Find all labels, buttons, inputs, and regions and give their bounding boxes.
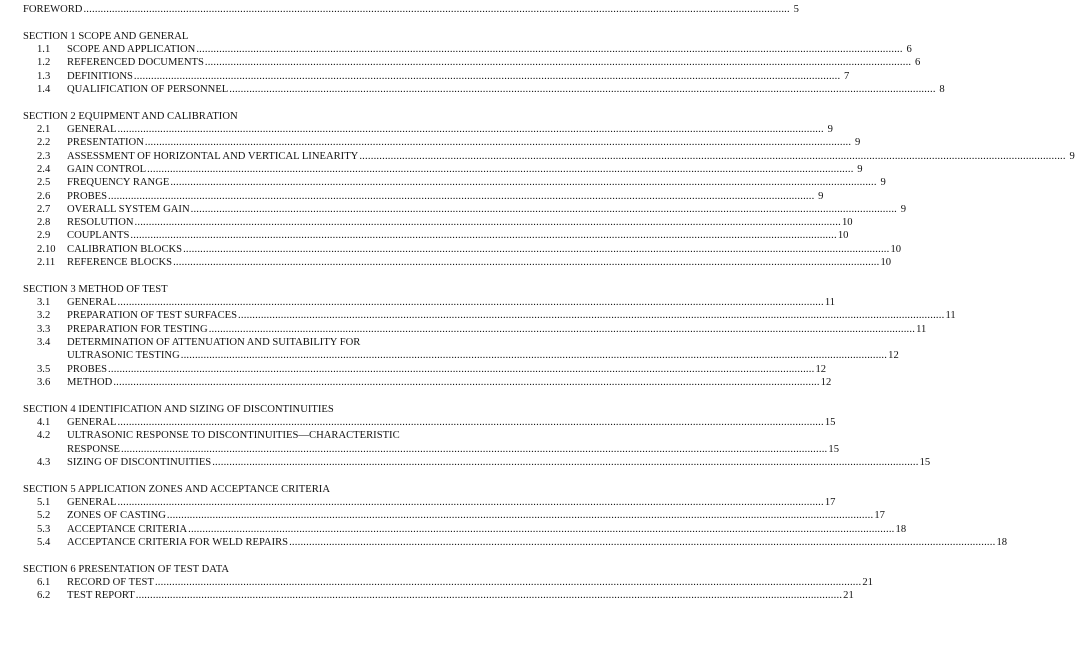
toc-entry[interactable]: [23, 150, 1075, 163]
section-heading[interactable]: SECTION 4 IDENTIFICATION AND SIZING OF DISCONTINUITIES: [23, 403, 334, 415]
entry-number: 2.4: [37, 163, 51, 175]
toc-entry[interactable]: [23, 336, 485, 349]
dot-leader: [113, 376, 819, 389]
entry-page: 6: [914, 57, 921, 69]
dot-leader: [130, 229, 836, 242]
entry-page: 9: [827, 124, 833, 136]
entry-number: 2.6: [37, 190, 51, 202]
entry-title: ASSESSMENT OF HORIZONTAL AND VERTICAL LINEARITY: [67, 150, 359, 162]
entry-title: DEFINITIONS: [67, 70, 133, 82]
dot-leader: [181, 349, 887, 362]
entry-title: METHOD: [67, 376, 113, 388]
dot-leader: [191, 203, 897, 216]
dot-leader: [170, 176, 876, 189]
toc-entry[interactable]: [23, 163, 863, 176]
entry-page: 15: [828, 443, 839, 455]
section-heading[interactable]: SECTION 5 APPLICATION ZONES AND ACCEPTANCE CRITERIA: [23, 483, 330, 495]
entry-title: PRESENTATION: [67, 137, 144, 149]
entry-page: 10: [890, 243, 902, 255]
entry-number: 2.3: [37, 150, 51, 162]
entry-title-continuation: ULTRASONIC TESTING: [67, 350, 180, 362]
entry-page: 11: [824, 297, 836, 309]
entry-title: ACCEPTANCE CRITERIA FOR WELD REPAIRS: [67, 536, 289, 548]
toc-entry[interactable]: [23, 216, 853, 229]
table-of-contents: [23, 3, 1075, 603]
entry-number: 2.7: [37, 203, 51, 215]
entry-number: 2.2: [37, 137, 51, 149]
entry-title: GENERAL: [67, 417, 117, 429]
dot-leader: [205, 56, 911, 69]
toc-entry[interactable]: [23, 83, 945, 96]
toc-entry[interactable]: [23, 70, 850, 83]
dot-leader: [108, 363, 814, 376]
section-heading[interactable]: SECTION 1 SCOPE AND GENERAL: [23, 30, 189, 42]
toc-entry[interactable]: [23, 523, 907, 536]
toc-entry[interactable]: [23, 190, 824, 203]
entry-title: COUPLANTS: [67, 230, 130, 242]
entry-title: GENERAL: [67, 124, 117, 136]
entry-title: PROBES: [67, 190, 108, 202]
dot-leader: [359, 150, 1065, 163]
entry-number: 4.2: [37, 430, 51, 442]
dot-leader: [117, 123, 823, 136]
dot-leader: [117, 416, 823, 429]
dot-leader: [229, 83, 935, 96]
dot-leader: [167, 509, 873, 522]
toc-entry[interactable]: [23, 123, 833, 136]
entry-title: REFERENCE BLOCKS: [67, 257, 173, 269]
entry-page: 6: [906, 44, 912, 56]
toc-entry[interactable]: [23, 56, 921, 69]
dot-leader: [117, 496, 823, 509]
entry-number: 3.2: [37, 310, 51, 322]
entry-number: 5.3: [37, 523, 51, 535]
dot-leader: [135, 216, 841, 229]
entry-number: 4.3: [37, 456, 51, 468]
entry-page: 11: [916, 323, 927, 335]
entry-title: RESOLUTION: [67, 217, 134, 229]
section-heading[interactable]: SECTION 2 EQUIPMENT AND CALIBRATION: [23, 110, 238, 122]
entry-title: TEST REPORT: [67, 590, 135, 602]
entry-title: GENERAL: [67, 497, 117, 508]
foreword-entry[interactable]: [23, 3, 799, 16]
entry-title: DETERMINATION OF ATTENUATION AND SUITABILITY FOR: [67, 337, 361, 349]
entry-page: 21: [862, 576, 873, 588]
entry-number: 5.1: [37, 497, 51, 508]
toc-entry[interactable]: [23, 456, 931, 469]
entry-page: 17: [874, 510, 885, 522]
dot-leader: [145, 136, 851, 149]
toc-entry[interactable]: [23, 323, 927, 336]
toc-entry[interactable]: [23, 203, 907, 216]
entry-number: 3.1: [37, 297, 51, 309]
entry-number: 2.9: [37, 230, 51, 242]
dot-leader: [108, 190, 814, 203]
toc-entry[interactable]: [23, 296, 836, 309]
entry-title: PROBES: [67, 363, 108, 375]
toc-entry[interactable]: [23, 496, 836, 509]
toc-entry-continuation[interactable]: [23, 349, 899, 362]
entry-page: 10: [837, 230, 849, 242]
dot-leader: [183, 243, 889, 256]
entry-title: QUALIFICATION OF PERSONNEL: [67, 83, 229, 95]
entry-page: 18: [996, 536, 1008, 548]
entry-title: PREPARATION OF TEST SURFACES: [67, 310, 238, 322]
entry-page: 9: [880, 177, 886, 189]
dot-leader: [155, 576, 861, 589]
toc-entry[interactable]: [23, 43, 912, 56]
toc-entry[interactable]: [23, 589, 854, 602]
entry-number: 1.2: [37, 57, 51, 69]
section-heading[interactable]: SECTION 6 PRESENTATION OF TEST DATA: [23, 563, 229, 575]
dot-leader: [121, 443, 827, 456]
entry-number: 3.4: [37, 337, 51, 349]
entry-title: GAIN CONTROL: [67, 163, 147, 175]
entry-page: 12: [888, 350, 899, 362]
entry-title: ACCEPTANCE CRITERIA: [67, 523, 188, 535]
entry-page: 10: [880, 257, 892, 269]
sections: [23, 30, 1075, 603]
entry-number: 4.1: [37, 417, 51, 429]
entry-page: 15: [824, 417, 836, 429]
entry-number: 2.5: [37, 177, 51, 189]
entry-number: 2.11: [37, 257, 56, 269]
entry-number: 2.10: [37, 243, 56, 255]
toc-entry[interactable]: [23, 363, 827, 376]
entry-page: 17: [824, 497, 836, 508]
entry-page: 18: [895, 523, 907, 535]
entry-title: CALIBRATION BLOCKS: [67, 243, 183, 255]
entry-number: 6.2: [37, 590, 51, 602]
entry-number: 2.8: [37, 217, 51, 229]
entry-page: 11: [945, 310, 956, 322]
toc-entry[interactable]: [23, 509, 885, 522]
toc-entry[interactable]: [23, 256, 892, 269]
toc-entry[interactable]: [23, 176, 886, 189]
entry-page: 9: [854, 137, 861, 149]
dot-leader: [289, 536, 995, 549]
entry-number: 5.4: [37, 536, 51, 548]
dot-leader: [238, 309, 944, 322]
entry-page: 10: [841, 217, 853, 229]
entry-page: 15: [919, 456, 931, 468]
entry-page: 12: [820, 376, 832, 388]
entry-title: REFERENCED DOCUMENTS: [67, 57, 204, 69]
entry-page: 8: [939, 83, 945, 95]
dot-leader: [147, 163, 853, 176]
foreword-title: FOREWORD: [23, 4, 83, 15]
entry-number: 3.3: [37, 323, 51, 335]
entry-title: SIZING OF DISCONTINUITIES: [67, 456, 212, 468]
entry-page: 9: [857, 163, 863, 175]
toc-entry[interactable]: [23, 243, 902, 256]
toc-entry[interactable]: [23, 576, 873, 589]
toc-entry[interactable]: [23, 536, 1008, 549]
entry-page: 9: [1069, 150, 1075, 162]
entry-page: 9: [900, 203, 907, 215]
section-heading[interactable]: SECTION 3 METHOD OF TEST: [23, 283, 168, 295]
toc-entry[interactable]: [23, 136, 861, 149]
entry-title: FREQUENCY RANGE: [67, 177, 170, 189]
entry-title: SCOPE AND APPLICATION: [67, 44, 196, 56]
toc-entry[interactable]: [23, 429, 485, 442]
entry-title: GENERAL: [67, 297, 117, 309]
dot-leader: [173, 256, 879, 269]
entry-number: 6.1: [37, 576, 51, 588]
dot-leader: [134, 70, 840, 83]
entry-title: OVERALL SYSTEM GAIN: [67, 203, 190, 215]
toc-entry[interactable]: [23, 309, 956, 322]
dot-leader: [209, 323, 915, 336]
entry-page: 12: [815, 363, 827, 375]
toc-entry-continuation[interactable]: [23, 443, 839, 456]
foreword-page: 5: [793, 4, 799, 15]
dot-leader: [212, 456, 918, 469]
toc-entry[interactable]: [23, 376, 832, 389]
entry-number: 3.5: [37, 363, 51, 375]
toc-entry[interactable]: [23, 416, 836, 429]
entry-title: ZONES OF CASTING: [67, 510, 166, 522]
entry-title-continuation: RESPONSE: [67, 443, 120, 455]
dot-leader: [196, 43, 902, 56]
toc-entry[interactable]: [23, 229, 849, 242]
entry-number: 3.6: [37, 376, 51, 388]
dot-leader: [83, 3, 789, 16]
entry-number: 2.1: [37, 124, 51, 136]
dot-leader: [136, 589, 842, 602]
dot-leader: [117, 296, 823, 309]
entry-page: 21: [843, 590, 854, 602]
entry-title: RECORD OF TEST: [67, 576, 154, 588]
entry-page: 7: [844, 70, 850, 82]
entry-title: ULTRASONIC RESPONSE TO DISCONTINUITIES—CHARACTERISTIC: [67, 430, 400, 442]
entry-number: 1.3: [37, 70, 51, 82]
entry-number: 5.2: [37, 510, 51, 522]
entry-page: 9: [818, 190, 824, 202]
entry-number: 1.1: [37, 44, 51, 56]
entry-title: PREPARATION FOR TESTING: [67, 323, 208, 335]
entry-number: 1.4: [37, 83, 51, 95]
dot-leader: [188, 523, 894, 536]
